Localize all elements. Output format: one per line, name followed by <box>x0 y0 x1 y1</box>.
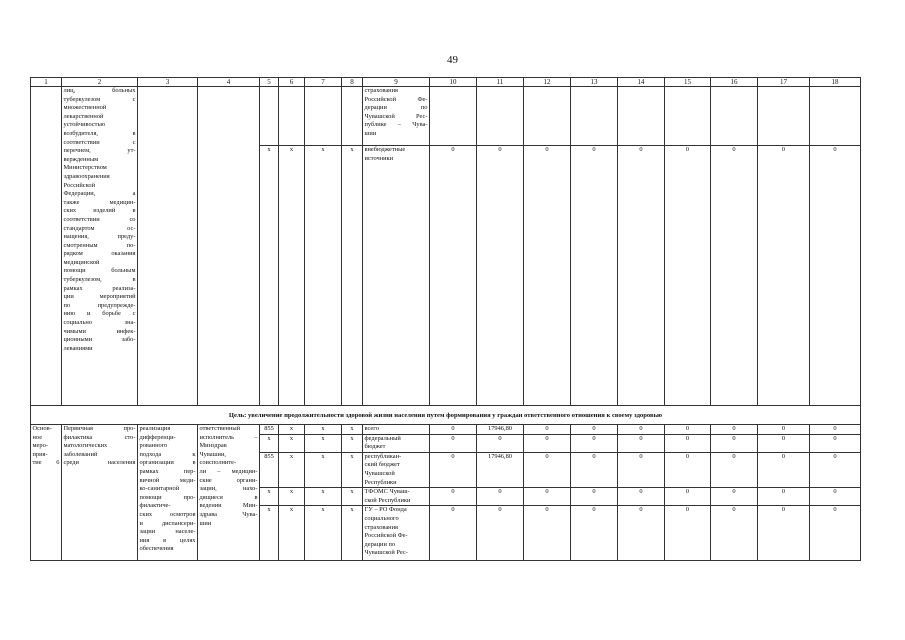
amount-cell: 0 <box>665 452 711 487</box>
amount-cell: 0 <box>665 434 711 452</box>
cell-line: здравоохранения <box>63 172 110 180</box>
amount-cell: 0 <box>430 506 477 561</box>
column-number-cell: 18 <box>810 78 861 87</box>
program-table <box>30 77 861 561</box>
cell-line: ской Республики <box>364 496 411 504</box>
code-cell: x <box>305 506 342 561</box>
code-cell: 855 <box>260 425 279 435</box>
cell-line: ли – медицин- <box>199 467 258 475</box>
cell-line: страхования <box>364 523 398 531</box>
column-number-cell: 17 <box>758 78 810 87</box>
amount-cell: 0 <box>618 452 665 487</box>
cell-line: вичной меди- <box>139 476 196 484</box>
cell-line: ские органи- <box>199 476 258 484</box>
empty-cell <box>477 87 524 146</box>
cell-line: рядком оказания <box>63 250 136 258</box>
column-number-cell: 14 <box>618 78 665 87</box>
amount-cell: 0 <box>618 434 665 452</box>
cell-line: лекарственной <box>63 112 104 120</box>
page-number: 49 <box>447 54 458 66</box>
empty-cell <box>430 87 477 146</box>
column-number-cell: 11 <box>477 78 524 87</box>
cell-line: прия- <box>32 450 48 458</box>
cell-line: зации, нахо- <box>199 485 258 493</box>
measure-name-cell <box>62 425 138 561</box>
amount-cell: 0 <box>524 425 571 435</box>
cell-line: страхования <box>364 87 398 94</box>
cell-line: туберкулезом с <box>63 95 136 103</box>
cell-line: вержденным <box>63 155 99 163</box>
amount-cell: 0 <box>430 146 477 406</box>
cell-line: дящиеся в <box>199 493 258 501</box>
column-number-cell: 8 <box>342 78 363 87</box>
cell-line: ведении Мин- <box>199 502 258 510</box>
cell-line: ТФОМС Чуваш- <box>364 488 410 496</box>
amount-cell: 0 <box>524 488 571 506</box>
amount-cell: 0 <box>618 488 665 506</box>
amount-cell: 0 <box>571 425 618 435</box>
cell-line: помощи больным <box>63 267 136 275</box>
amount-cell: 0 <box>430 425 477 435</box>
code-cell: x <box>342 488 363 506</box>
column-number-cell: 9 <box>363 78 430 87</box>
column-number-cell: 13 <box>571 78 618 87</box>
amount-cell: 0 <box>571 434 618 452</box>
cell-line: перечнем, ут- <box>63 147 136 155</box>
cell-line: социального <box>364 514 399 522</box>
cell-line: федеральный <box>364 434 401 442</box>
funding-source-cell <box>363 87 430 146</box>
cell-line: ции мероприятий <box>63 293 136 301</box>
empty-cell <box>618 87 665 146</box>
code-cell: x <box>260 506 279 561</box>
cell-line: медицинской <box>63 258 100 266</box>
amount-cell: 0 <box>665 488 711 506</box>
column-number-cell: 5 <box>260 78 279 87</box>
column-number-cell: 15 <box>665 78 711 87</box>
cell-line: рамках реализа- <box>63 284 136 292</box>
amount-cell: 0 <box>477 434 524 452</box>
cell-line: множественной <box>63 104 107 112</box>
cell-line: Минздрав <box>199 442 227 450</box>
cell-line: по предупрежде- <box>63 301 136 309</box>
column-number-cell: 12 <box>524 78 571 87</box>
funding-source-cell <box>363 452 430 487</box>
cell-line: помощи про- <box>139 493 196 501</box>
cell-line: дерации по <box>364 540 396 548</box>
code-cell: x <box>305 146 342 406</box>
amount-cell: 0 <box>758 506 810 561</box>
cell-line: источники <box>364 154 394 162</box>
cell-line: устойчивостью <box>63 121 106 129</box>
amount-cell: 0 <box>665 506 711 561</box>
code-cell: x <box>279 425 305 435</box>
empty-cell <box>524 87 571 146</box>
amount-cell: 0 <box>810 488 861 506</box>
cell-line: соответствии со <box>63 215 136 223</box>
cell-line: ских осмотров <box>139 510 196 518</box>
cell-line: филактиче- <box>139 502 171 510</box>
empty-cell <box>198 87 260 406</box>
cell-line: лиц, больных <box>63 87 136 94</box>
empty-cell <box>665 87 711 146</box>
cell-line: и диспансери- <box>139 519 196 527</box>
amount-cell: 0 <box>618 506 665 561</box>
code-cell: x <box>305 434 342 452</box>
cell-line: Российской <box>63 181 95 189</box>
cell-line: Основ- <box>32 425 52 432</box>
amount-cell: 0 <box>524 452 571 487</box>
cell-line: ко-санитарной <box>139 485 180 493</box>
cell-line: заболеваний <box>63 450 98 458</box>
column-number-cell: 10 <box>430 78 477 87</box>
cell-line: стандартом ос- <box>63 224 136 232</box>
cell-line: ГУ – РО Фонда <box>364 506 407 514</box>
amount-cell: 0 <box>758 146 810 406</box>
funding-source-cell <box>363 146 430 406</box>
column-number-cell: 2 <box>62 78 138 87</box>
code-cell: x <box>260 434 279 452</box>
cell-line: туберкулезом, в <box>63 276 136 284</box>
code-cell: x <box>342 425 363 435</box>
cell-line: всего <box>364 425 379 432</box>
cell-line: подхода к <box>139 450 196 458</box>
cell-line: бюджет <box>364 443 386 451</box>
goal-row <box>31 406 861 425</box>
code-cell: x <box>260 146 279 406</box>
cell-line: зации населе- <box>139 528 196 536</box>
code-cell: x <box>279 488 305 506</box>
amount-cell: 0 <box>524 434 571 452</box>
amount-cell: 0 <box>758 488 810 506</box>
column-number-row <box>31 78 861 87</box>
amount-cell: 0 <box>477 506 524 561</box>
empty-cell <box>711 87 758 146</box>
cell-line: ответственный <box>199 425 241 432</box>
amount-cell: 0 <box>430 452 477 487</box>
code-cell: x <box>279 146 305 406</box>
cell-line: рованного <box>139 442 168 450</box>
cell-line: внебюджетные <box>364 146 406 153</box>
cell-line: ния в целях <box>139 536 196 544</box>
cell-line: также медицин- <box>63 198 136 206</box>
cell-line: рамках пер- <box>139 467 196 475</box>
funding-source-cell <box>363 506 430 561</box>
empty-cell <box>260 87 279 146</box>
code-cell: x <box>279 434 305 452</box>
cell-line: нию и борьбе с <box>63 310 136 318</box>
cell-line: шии <box>199 519 212 527</box>
amount-cell: 0 <box>618 425 665 435</box>
column-number-cell: 7 <box>305 78 342 87</box>
amount-cell: 0 <box>810 452 861 487</box>
cell-line: дифференци- <box>139 433 176 441</box>
amount-cell: 0 <box>430 488 477 506</box>
cell-line: матологических <box>63 442 108 450</box>
column-number-cell: 16 <box>711 78 758 87</box>
column-number-cell: 4 <box>198 78 260 87</box>
empty-cell <box>810 87 861 146</box>
amount-cell: 0 <box>758 452 810 487</box>
cell-line: ционными забо- <box>63 336 136 344</box>
amount-cell: 0 <box>810 506 861 561</box>
cell-line: смотренным по- <box>63 241 136 249</box>
code-cell: x <box>342 434 363 452</box>
cell-line: шии <box>364 129 377 137</box>
amount-cell: 0 <box>524 146 571 406</box>
amount-cell: 17946,80 <box>477 452 524 487</box>
code-cell: x <box>342 146 363 406</box>
cell-line: ский бюджет <box>364 461 400 469</box>
empty-cell <box>571 87 618 146</box>
cell-line: организации в <box>139 459 196 467</box>
cell-line: Федерации, а <box>63 190 136 198</box>
cell-line: республикан- <box>364 452 402 460</box>
amount-cell: 0 <box>571 506 618 561</box>
cell-line: социально зна- <box>63 319 136 327</box>
amount-cell: 0 <box>711 425 758 435</box>
amount-cell: 0 <box>711 488 758 506</box>
funding-source-cell <box>363 488 430 506</box>
amount-cell: 0 <box>810 425 861 435</box>
cell-line: исполнитель – <box>199 433 258 441</box>
cell-line: ских изделий в <box>63 207 136 215</box>
table-row <box>31 87 861 146</box>
code-cell: x <box>342 506 363 561</box>
cell-line: публике – Чува- <box>364 121 428 129</box>
empty-cell <box>342 87 363 146</box>
measure-description-cell <box>62 87 138 406</box>
amount-cell: 0 <box>571 488 618 506</box>
code-cell: x <box>305 425 342 435</box>
amount-cell: 0 <box>524 506 571 561</box>
cell-line: Российской Фе- <box>364 95 428 103</box>
cell-line: Чувашской Рес- <box>364 112 428 120</box>
code-cell: 855 <box>260 452 279 487</box>
code-cell: x <box>305 452 342 487</box>
amount-cell: 0 <box>711 506 758 561</box>
amount-cell: 0 <box>665 425 711 435</box>
executor-cell <box>198 425 260 561</box>
cell-line: соисполните- <box>199 459 237 467</box>
cell-line: здрава Чува- <box>199 510 258 518</box>
amount-cell: 0 <box>571 452 618 487</box>
cell-line: Российской Фе- <box>364 532 408 540</box>
goal-text: Цель: увеличение продолжительности здоровой жизни населения путем формирования у граждан ответственного отношения к своему здоровью <box>31 406 861 425</box>
column-number-cell: 6 <box>279 78 305 87</box>
empty-cell <box>31 87 62 406</box>
cell-line: ное <box>32 433 43 441</box>
cell-line: реализация <box>139 425 171 432</box>
amount-cell: 17946,80 <box>477 425 524 435</box>
code-cell: x <box>305 488 342 506</box>
code-cell: x <box>260 488 279 506</box>
code-cell: x <box>279 506 305 561</box>
cell-line: чимыми инфек- <box>63 327 136 335</box>
cell-line: среди населения <box>63 459 136 467</box>
column-number-cell: 1 <box>31 78 62 87</box>
amount-cell: 0 <box>711 452 758 487</box>
cell-line: Чувашской <box>364 469 395 477</box>
cell-line: дерации по <box>364 104 428 112</box>
amount-cell: 0 <box>571 146 618 406</box>
amount-cell: 0 <box>758 434 810 452</box>
measure-number-cell <box>31 425 62 561</box>
cell-line: леваниями <box>63 344 93 352</box>
amount-cell: 0 <box>477 488 524 506</box>
empty-cell <box>758 87 810 146</box>
amount-cell: 0 <box>665 146 711 406</box>
amount-cell: 0 <box>810 434 861 452</box>
empty-cell <box>305 87 342 146</box>
code-cell: x <box>342 452 363 487</box>
amount-cell: 0 <box>810 146 861 406</box>
table-row <box>31 425 861 435</box>
cell-line: соответствии с <box>63 138 136 146</box>
funding-source-cell <box>363 434 430 452</box>
empty-cell <box>138 87 198 406</box>
empty-cell <box>279 87 305 146</box>
column-number-cell: 3 <box>138 78 198 87</box>
cell-line: филактика сто- <box>63 433 136 441</box>
cell-line: Чувашской Рес- <box>364 549 408 557</box>
amount-cell: 0 <box>711 434 758 452</box>
cell-line: Министерством <box>63 164 107 172</box>
cell-line: меро- <box>32 442 48 450</box>
cell-line: Республики <box>364 478 397 486</box>
amount-cell: 0 <box>758 425 810 435</box>
cell-line: возбудителя, в <box>63 129 136 137</box>
code-cell: x <box>279 452 305 487</box>
cell-line: тие 6 <box>32 459 60 467</box>
cell-line: Чувашии, <box>199 450 226 458</box>
cell-line: Первичная про- <box>63 425 136 432</box>
amount-cell: 0 <box>618 146 665 406</box>
funding-source-cell <box>363 425 430 435</box>
measure-description-cell <box>138 425 198 561</box>
amount-cell: 0 <box>477 146 524 406</box>
amount-cell: 0 <box>430 434 477 452</box>
cell-line: обеспечения <box>139 545 174 553</box>
amount-cell: 0 <box>711 146 758 406</box>
cell-line: нащения, преду- <box>63 233 136 241</box>
